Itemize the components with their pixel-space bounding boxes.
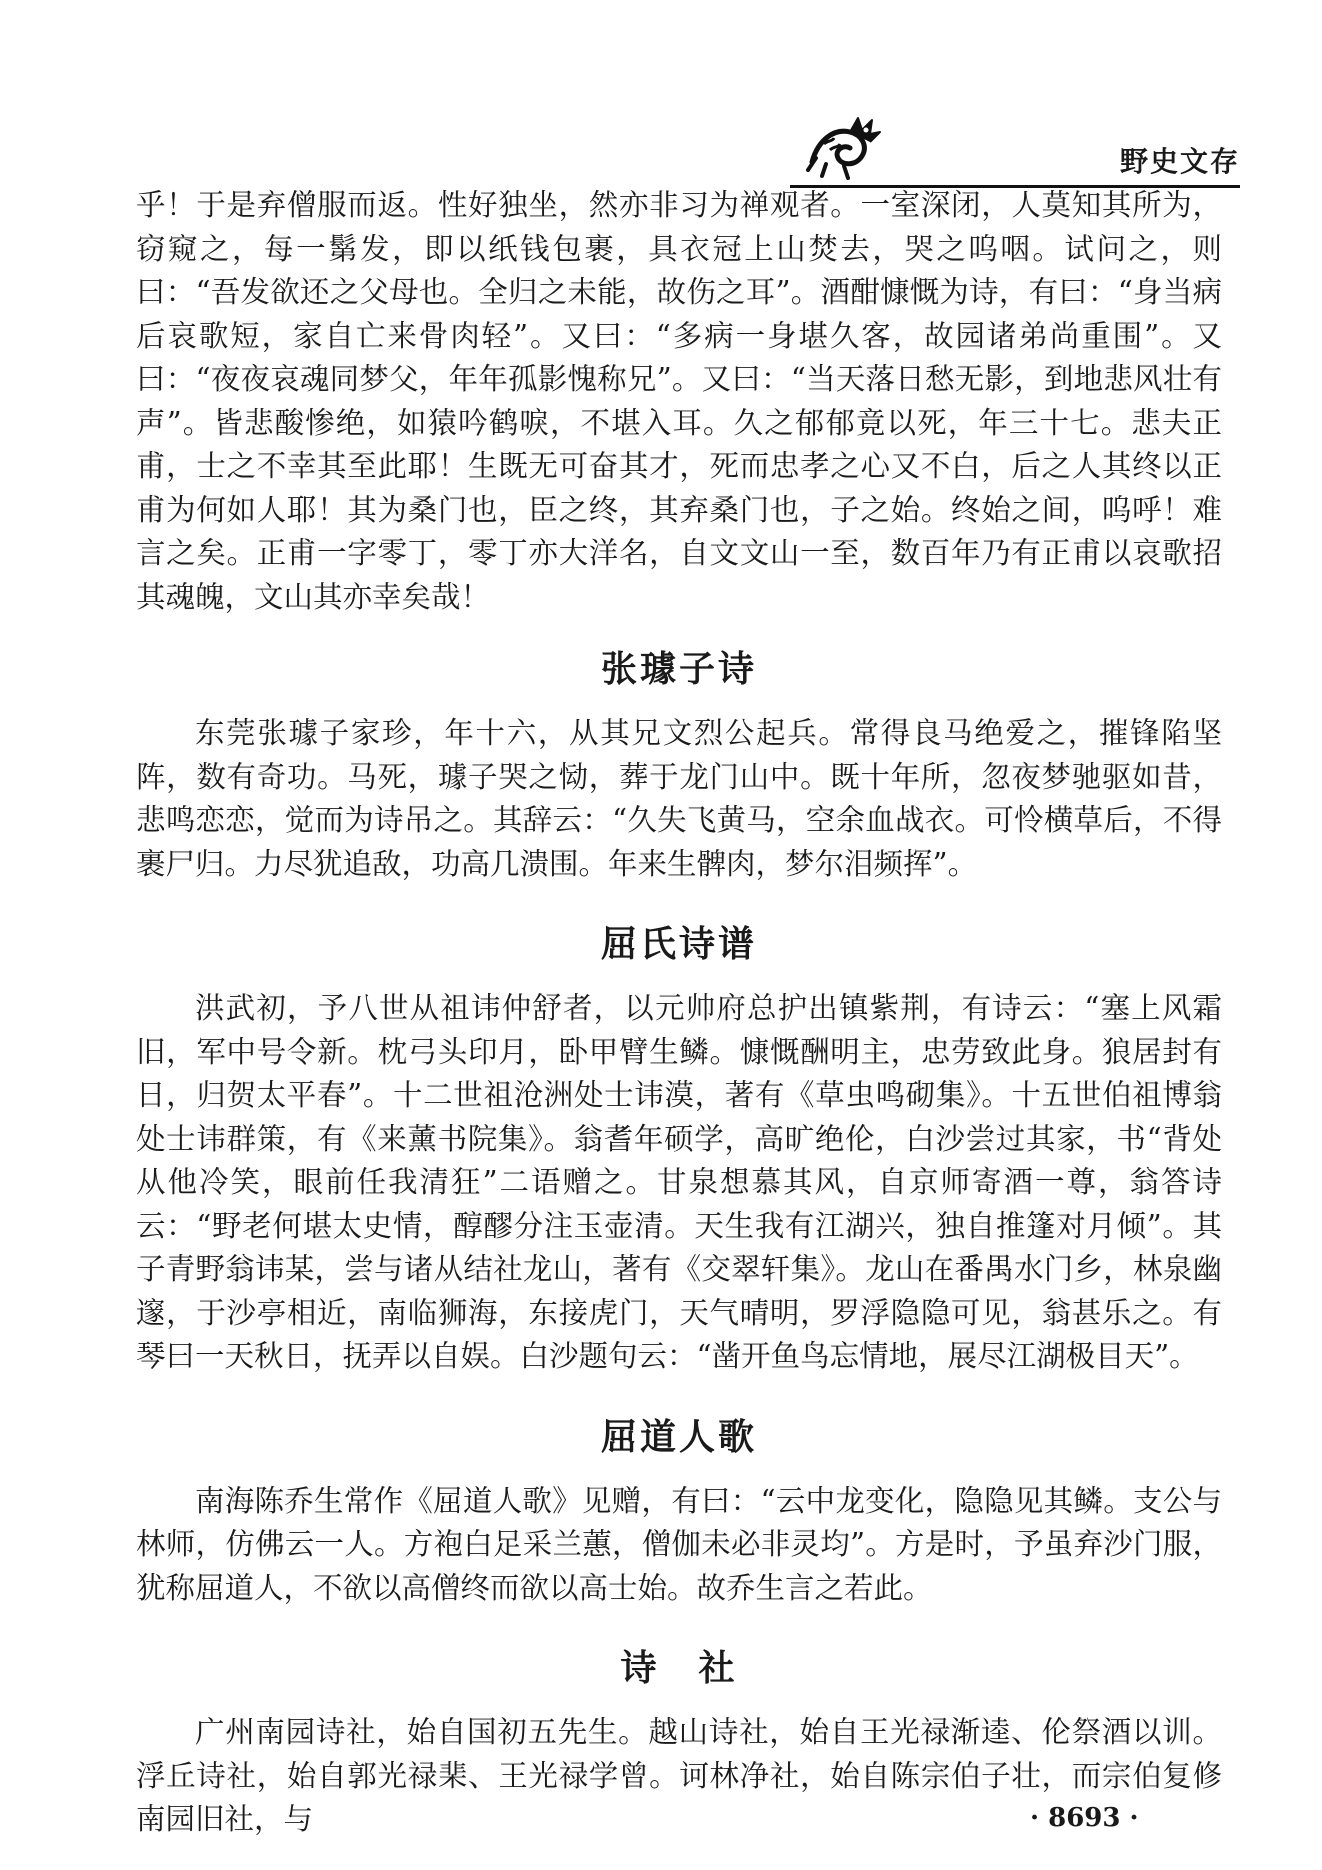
dragon-emblem-icon: [804, 110, 884, 180]
section-title-qu-shi-shipu: 屈氏诗谱: [600, 923, 757, 965]
running-title: 野史文存: [1119, 145, 1240, 178]
continuation-paragraph: 乎！于是弃僧服而返。性好独坐，然亦非习为禅观者。一室深闭，人莫知其所为，窃窥之，每一鬀发，即以纸钱包裹，具衣冠上山焚去，哭之呜咽。试问之，则曰：“吾发欲还之父母也。全归之未能，故伤之耳”。酒酣慷慨为诗，有曰：“身当病后哀歌短，家自亡来骨肉轻”。又曰：“多病一身堪久客，故园诸弟尚重围”。又曰：“夜夜哀魂同梦父，年年孤影愧称兄”。又曰：“当天落日愁无影，到地悲风壮有声”。皆悲酸惨绝，如猿吟鹤唳，不堪入耳。久之郁郁竟以死，年三十七。悲夫正甫，士之不幸其至此耶！生既无可奋其才，死而忠孝之心又不白，后之人其终以正甫为何如人耶！其为桑门也，臣之终，其弃桑门也，子之始。终始之间，呜呼！难言之矣。正甫一字零丁，零丁亦大洋名，自文文山一至，数百年乃有正甫以哀歌招其魂魄，文山其亦幸矣哉！: [136, 188, 1222, 614]
page-number: · 8693 ·: [1030, 1803, 1139, 1833]
section-text-qu-shi-shipu: 洪武初，予八世从祖讳仲舒者，以元帅府总护出镇紫荆，有诗云：“塞上风霜旧，军中号令新。枕弓头印月，卧甲臂生鳞。慷慨酬明主，忠劳致此身。狼居封有日，归贺太平春”。十二世祖沧洲处士讳漠，著有《草虫鸣砌集》。十五世伯祖博翁处士讳群策，有《来薰书院集》。翁耆年硕学，高旷绝伦，白沙尝过其家，书“背处从他冷笑，眼前任我清狂”二语赠之。甘泉想慕其风，自京师寄酒一尊，翁答诗云：“野老何堪太史情，醇醪分注玉壶清。天生我有江湖兴，独自推篷对月倾”。其子青野翁讳某，尝与诸从结社龙山，著有《交翠轩集》。龙山在番禺水门乡，林泉幽邃，于沙亭相近，南临狮海，东接虎门，天气晴明，罗浮隐隐可见，翁甚乐之。有琴曰一天秋日，抚弄以自娱。白沙题句云：“凿开鱼鸟忘情地，展尽江湖极目天”。: [136, 991, 1222, 1373]
section-title-zhang-quzi: 张璩子诗: [600, 648, 757, 690]
running-header: [790, 108, 1240, 188]
section-title-qu-daoren-ge: 屈道人歌: [600, 1415, 757, 1458]
section-text-zhang-quzi: 东莞张璩子家珍，年十六，从其兄文烈公起兵。常得良马绝爱之，摧锋陷坚阵，数有奇功。马死，璩子哭之恸，葬于龙门山中。既十年所，忽夜梦驰驱如昔，悲鸣恋恋，觉而为诗吊之。其辞云：“久失飞黄马，空余血战衣。可怜横草后，不得裹尸归。力尽犹追敌，功高几溃围。年来生髀肉，梦尔泪频挥”。: [136, 716, 1222, 881]
section-text-qu-daoren-ge: 南海陈乔生常作《屈道人歌》见赠，有曰：“云中龙变化，隐隐见其鳞。支公与林师，仿佛云一人。方袍白足采兰蕙，僧伽未必非灵均”。方是时，予虽弃沙门服，犹称屈道人，不欲以高僧终而欲以高士始。故乔生言之若此。: [136, 1483, 1222, 1605]
section-title-shishe: 诗 社: [620, 1647, 738, 1689]
section-text-shishe: 广州南园诗社，始自国初五先生。越山诗社，始自王光禄渐逵、伦祭酒以训。浮丘诗社，始自郭光禄棐、王光禄学曾。诃林净社，始自陈宗伯子壮，而宗伯复修南园旧社，与: [136, 1715, 1222, 1836]
page-body: [136, 184, 1222, 1842]
